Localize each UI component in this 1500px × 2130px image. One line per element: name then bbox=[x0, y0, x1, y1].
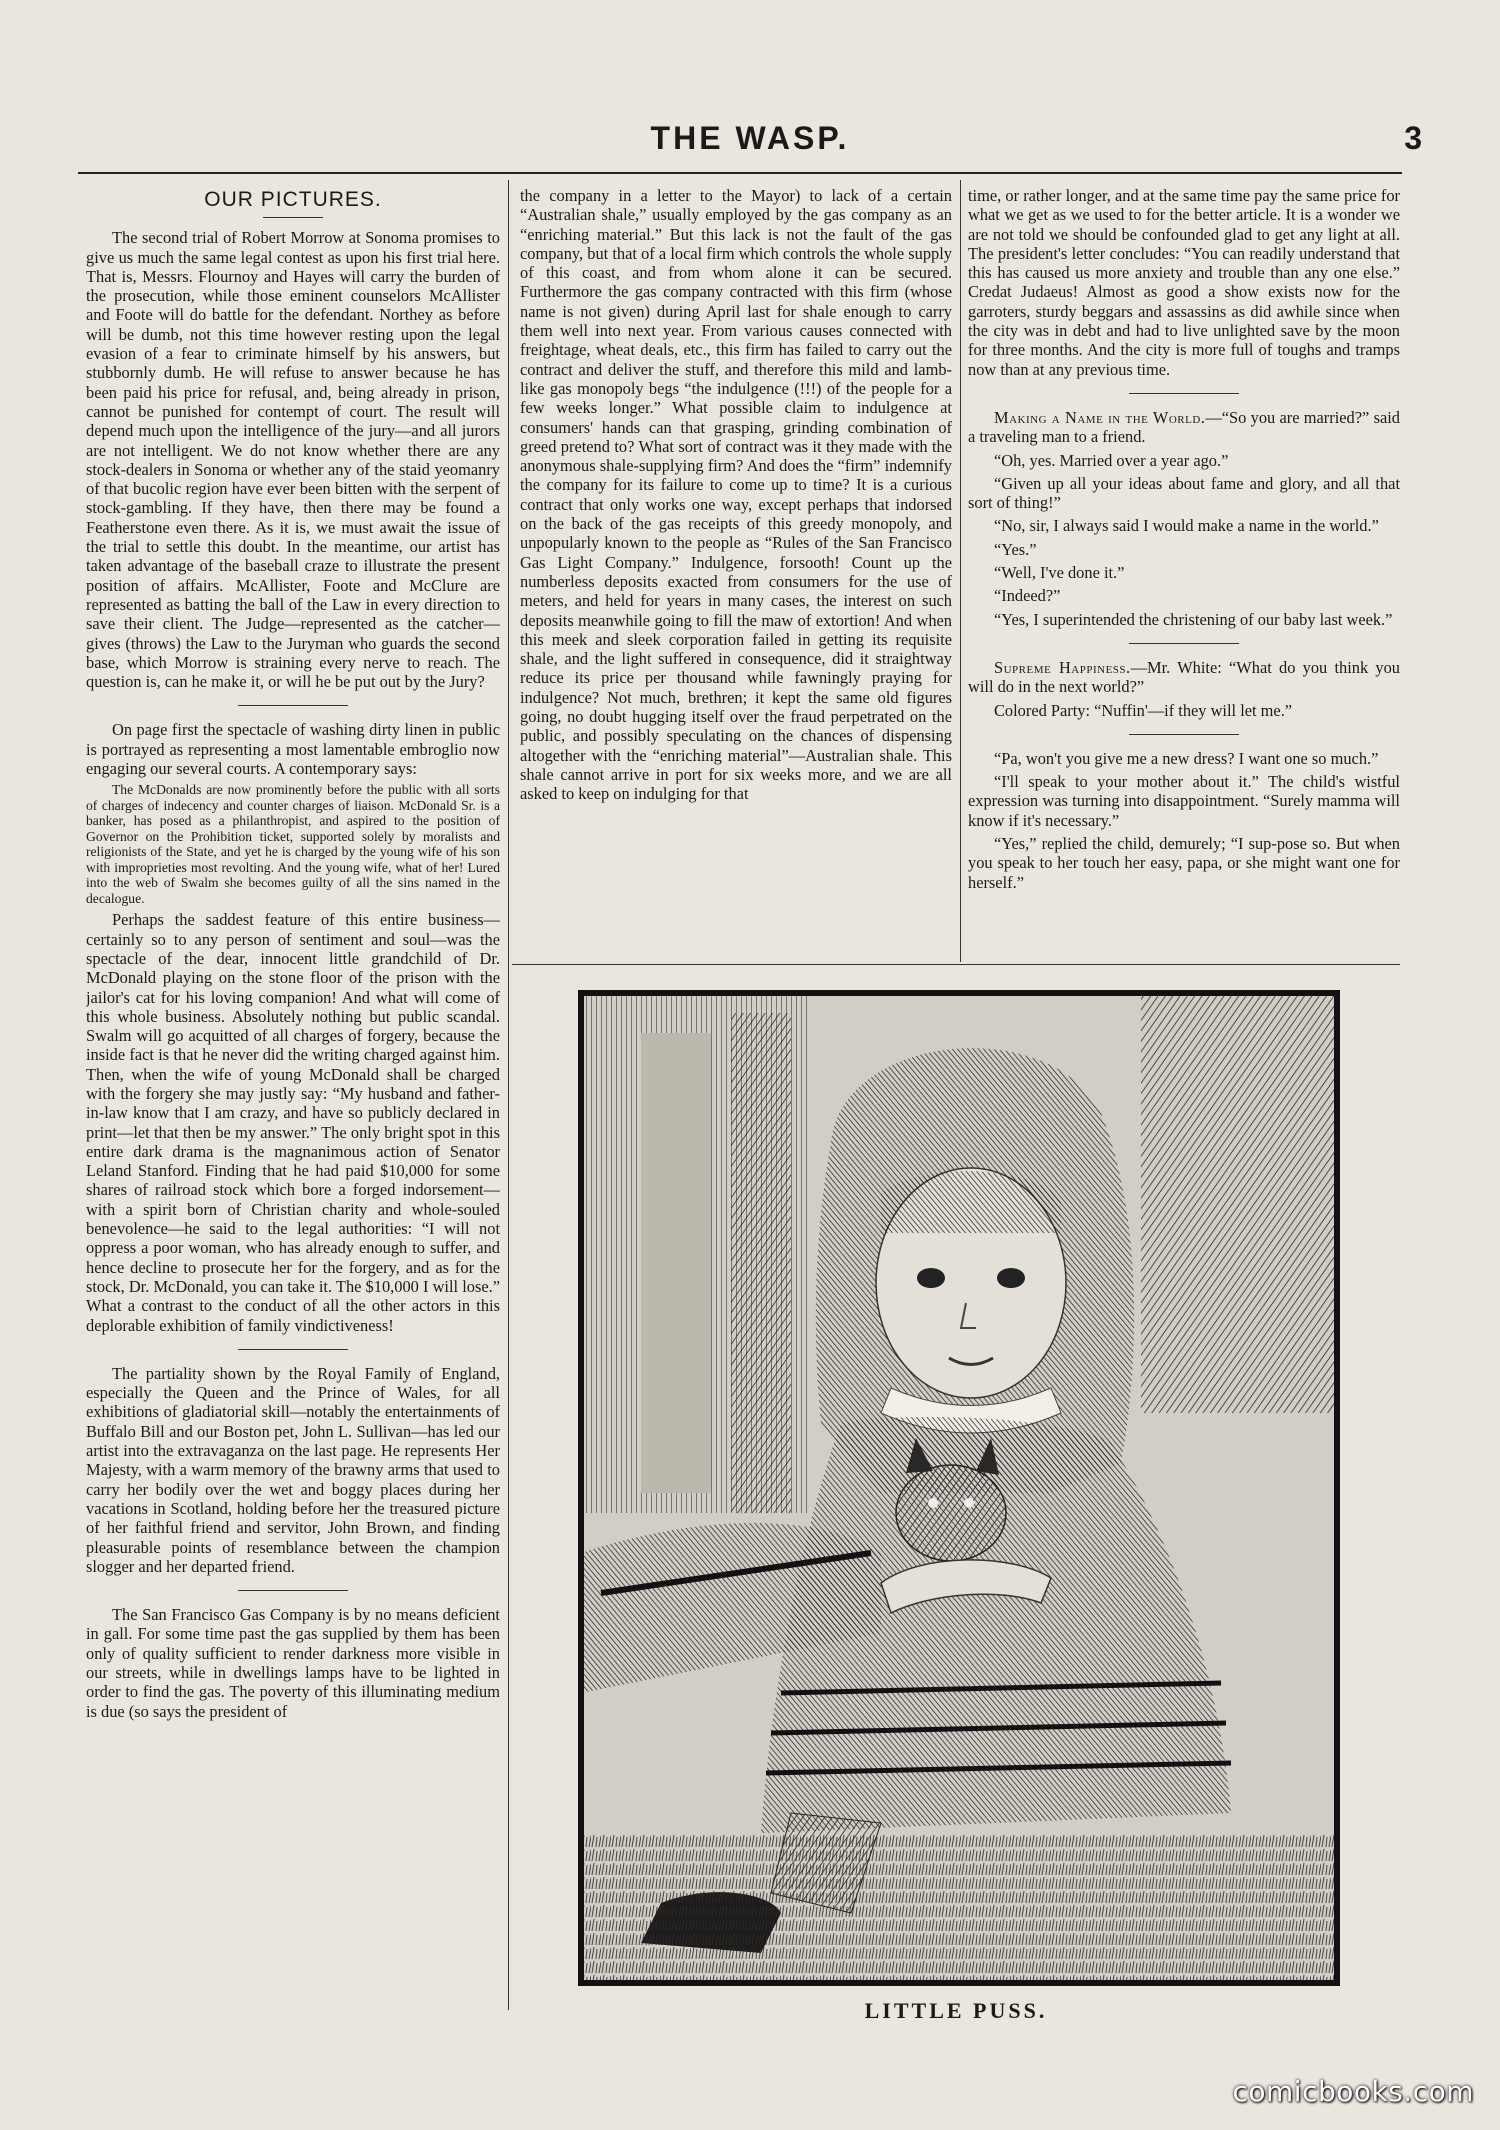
header-rule bbox=[78, 172, 1402, 174]
engraving-illustration bbox=[578, 990, 1340, 1986]
column-divider-left bbox=[508, 180, 509, 2010]
article-paragraph: The second trial of Robert Morrow at Sonoma promises to give us much the same legal contest as upon his first trial here. That is, Messrs. Flournoy and Hayes will carry the burden of the prosecution, while those eminent counselors McAllister and Foote will do battle for the defendant. Northey as before will be dumb, not this time however resting upon the legal evasion of a fear to criminate himself by his answers, but stubbornly dumb. He will refuse to answer because he has been paid his price for refusal, and, being already in prison, cannot be punished for contempt of court. The result will depend much upon the intelligence of the jury—and all jurors are not intelligent. We do not know whether there are any stock-dealers in Sonoma or whether any of the staid yeomanry of that bucolic region have ever been bitten with the serpent of stock-gambling. If they have, then there may be found a Featherstone even there. As it is, we must await the issue of the trial to settle this doubt. In the meantime, our artist has taken advantage of the baseball craze to illustrate the present position of affairs. McAllister, Foote and McClure are represented as batting the ball of the Law in every direction to save their client. The Judge—represented as the catcher—gives (throws) the Law to the Juryman who guards the second base, which Morrow is straining every nerve to reach. The question is, can he make it, or will he be put out by the Jury? bbox=[86, 228, 500, 692]
illustration-caption: LITTLE PUSS. bbox=[864, 1998, 1048, 2023]
heading-rule bbox=[263, 217, 323, 218]
joke-line: “Pa, won't you give me a new dress? I want one so much.” bbox=[994, 748, 1379, 768]
quoted-excerpt: The McDonalds are now prominently before the public with all sorts of charges of indecency and counter charges of liaison. McDonald Sr. is a banker, has posed as a philanthropist, and aspired to the position of Governor on the Prohibition ticket, supported solely by moralists and religionists of the State, and yet he is charged by the young wife of his son with improprieties most revolting. And the young wife, what of her! Lured into the web of Swalm she becomes guilty of all the sins named in the decalogue. bbox=[86, 782, 500, 906]
article-paragraph: The San Francisco Gas Company is by no means deficient in gall. For some time past the gas supplied by them has been only of quality sufficient to render darkness more visible in our streets, while in dwellings lamps have to be lighted in order to find the gas. The poverty of this illuminating medium is due (so says the president of bbox=[86, 1605, 500, 1721]
joke-line: “Yes,” replied the child, demurely; “I sup-pose so. But when you speak to her touch her easy, papa, or she might want one for herself.” bbox=[968, 834, 1400, 892]
separator-rule bbox=[238, 1349, 348, 1350]
column-divider-right bbox=[960, 180, 961, 962]
joke-heading: Supreme Happiness. bbox=[994, 657, 1131, 677]
separator-rule bbox=[238, 705, 348, 706]
separator-rule bbox=[1129, 393, 1239, 394]
page-number: 3 bbox=[1404, 120, 1422, 156]
joke-line: “No, sir, I always said I would make a name in the world.” bbox=[994, 516, 1379, 536]
joke-line: “Oh, yes. Married over a year ago.” bbox=[994, 450, 1229, 470]
illustration-top-rule bbox=[512, 964, 1400, 965]
girl-with-kitten-engraving bbox=[581, 993, 1337, 1983]
article-paragraph: the company in a letter to the Mayor) to lack of a certain “Australian shale,” usually employed by the gas company as an “enriching material.” But this lack is not the fault of the gas company, but that of a local firm which controls the whole supply of this coast, and from whom alone it can be secured. Furthermore the gas company contracted with this firm (whose name is not given) during April last for shale enough to carry them well into next year. From various causes connected with freightage, wheat deals, etc., this firm has failed to carry out the contract and deliver the stuff, and therefore this mild and lamb-like gas monopoly begs “the indulgence (!!!) of the people for a few weeks longer.” What possible claim to indulgence at consumers' hands can that grasping, grinding combination of greed pretend to? What sort of contract was it they made with the anonymous shale-supplying firm? And does the “firm” indemnify the company for its failure to come up to time? It is a curious contract that only works one way, except perhaps that indorsed on the back of the gas receipts of this greedy monopoly, and unpopularly known to the people as “Rules of the San Francisco Gas Light Company.” Indulgence, forsooth! Count up the numberless deposits exacted from consumers for the use of meters, and held for years in many cases, the interest on such deposits meanwhile going to fill the maw of extortion! And when this meek and sleek corporation failed in getting its requisite shale, and the light suffered in consequence, did it straightway reduce its price per thousand while fawningly praying for indulgence? Not much, brethren; it kept the same old figures going, no doubt hugging itself over the fraud perpetrated on the public, and possibly speculating on the chances of dispensing altogether with the “enriching material”—Australian shale. This shale cannot arrive in port for six weeks more, and we are all asked to keep on indulging for that bbox=[520, 186, 952, 804]
column-1 bbox=[86, 186, 500, 2002]
joke-line: “Indeed?” bbox=[994, 586, 1061, 606]
joke-line: “Given up all your ideas about fame and glory, and all that sort of thing!” bbox=[968, 473, 1400, 513]
joke-paragraph: Making a Name in the World.—“So you are married?” said a traveling man to a friend. bbox=[968, 407, 1400, 447]
masthead bbox=[78, 120, 1422, 170]
joke-paragraph: Supreme Happiness.—Mr. White: “What do you think you will do in the next world?” bbox=[968, 657, 1400, 697]
joke-line: Colored Party: “Nuffin'—if they will let me.” bbox=[994, 700, 1293, 720]
article-paragraph: On page first the spectacle of washing dirty linen in public is portrayed as representing a most lamentable embroglio now engaging our several courts. A contemporary says: bbox=[86, 720, 500, 779]
separator-rule bbox=[238, 1590, 348, 1591]
joke-line: “Yes.” bbox=[994, 539, 1037, 559]
column-3 bbox=[968, 186, 1400, 946]
article-paragraph: time, or rather longer, and at the same time pay the same price for what we get as we used to for the better article. It is a wonder we are not told we should be confounded glad to get any light at all. The president's letter concludes: “You can readily understand that this has caused us more anxiety and trouble than any one else.” Credat Judaeus! Almost as good a show exists now for the garroters, sturdy beggars and assassins as did awhile since when the city was in debt and had to live unlighted save by the moon for three months. And the city is more full of toughs and tramps now than at any previous time. bbox=[968, 186, 1400, 379]
newspaper-title: THE WASP. bbox=[650, 120, 850, 156]
joke-line: “Yes, I superintended the christening of our baby last week.” bbox=[994, 609, 1393, 629]
joke-line: “I'll speak to your mother about it.” The child's wistful expression was turning into disappointment. “Surely mamma will know if it's necessary.” bbox=[968, 772, 1400, 830]
separator-rule bbox=[1129, 734, 1239, 735]
joke-heading: Making a Name in the World. bbox=[994, 407, 1206, 427]
article-paragraph: The partiality shown by the Royal Family of England, especially the Queen and the Prince of Wales, for all exhibitions of gladiatorial skill—notably the entertainments of Buffalo Bill and our Boston pet, John L. Sullivan—has led our artist into the extravaganza on the last page. He represents Her Majesty, with a warm memory of the brawny arms that used to carry her bodily over the wet and boggy places during her vacations in Scotland, holding before her the treasured picture of her faithful friend and servitor, John Brown, and finding pleasurable points of resemblance between the champion slogger and her departed friend. bbox=[86, 1363, 500, 1576]
section-heading: OUR PICTURES. bbox=[204, 188, 382, 211]
column-2 bbox=[520, 186, 952, 948]
article-paragraph: Perhaps the saddest feature of this entire business—certainly so to any person of sentiment and soul—was the spectacle of the dear, innocent little grandchild of Dr. McDonald playing on the stone floor of the prison with the jailor's cat for his loving companion! And what will come of this whole business. Absolutely nothing but public scandal. Swalm will go acquitted of all charges of forgery, because the inside fact is that he never did the writing charged against him. Then, when the wife of young McDonald shall be charged with the forgery she may justly say: “My husband and father-in-law know that I am crazy, and have so publicly declared in print—let that then be my answer.” The only bright spot in this entire dark drama is the magnanimous action of Senator Leland Stanford. Finding that he had paid $10,000 for some shares of railroad stock which bore a forged indorsement—with a spirit born of Christian charity and whole-souled benevolence—he said to the legal authorities: “I will not oppress a poor woman, who has already enough to suffer, and hence decline to prosecute her for the forgery, and as for the stock, Dr. McDonald, you can take it. The $10,000 I will lose.” What a contrast to the conduct of all the other actors in this deplorable exhibition of family vindictiveness! bbox=[86, 910, 500, 1335]
site-watermark: comicbooks.com bbox=[1232, 2075, 1474, 2108]
joke-line: “Well, I've done it.” bbox=[994, 563, 1125, 583]
separator-rule bbox=[1129, 643, 1239, 644]
